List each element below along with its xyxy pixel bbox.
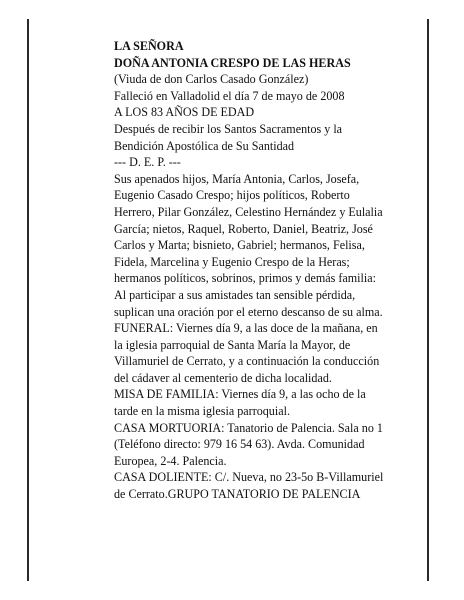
rip-line: --- D. E. P. ---: [114, 155, 181, 170]
funeral-home-line-1: CASA MORTUORIA: Tanatorio de Palencia. Sala no 1: [114, 420, 383, 435]
family-line-2: Eugenio Casado Crespo; hijos políticos, Roberto: [114, 188, 350, 203]
family-line-1: Sus apenados hijos, María Antonia, Carlos, Josefa,: [114, 171, 360, 186]
mourning-house-line-1: CASA DOLIENTE: C/. Nueva, no 23-5o B-Villamuriel: [114, 470, 384, 485]
funeral-line-2: la iglesia parroquial de Santa María la Mayor, de: [114, 337, 351, 352]
family-line-4: García; nietos, Raquel, Roberto, Daniel, Beatriz, José: [114, 221, 373, 236]
sacraments-line-2: Bendición Apostólica de Su Santidad: [114, 138, 295, 153]
mourning-house-line-2: de Cerrato.GRUPO TANATORIO DE PALENCIA: [114, 487, 361, 502]
death-place-date: Falleció en Valladolid el día 7 de mayo de 2008: [114, 88, 345, 103]
left-border-line: [27, 19, 29, 581]
funeral-line-4: del cádaver al cementerio de dicha localidad.: [114, 370, 332, 385]
family-line-6: Fidela, Marcelina y Eugenio Crespo de la Heras;: [114, 254, 350, 269]
widow-of: (Viuda de don Carlos Casado González): [114, 72, 309, 87]
family-line-7: hermanos políticos, sobrinos, primos y demás familia:: [114, 271, 376, 286]
funeral-line-1: FUNERAL: Viernes día 9, a las doce de la mañana, en: [114, 321, 378, 336]
obituary-notice: [114, 38, 414, 503]
family-line-3: Herrero, Pilar González, Celestino Hernández y Eulalia: [114, 204, 383, 219]
funeral-line-3: Villamuriel de Cerrato, y a continuación la conducción: [114, 354, 380, 369]
sacraments-line-1: Después de recibir los Santos Sacramentos y la: [114, 121, 343, 136]
family-line-5: Carlos y Marta; bisnieto, Gabriel; hermanos, Felisa,: [114, 238, 365, 253]
age-at-death: A LOS 83 AÑOS DE EDAD: [114, 105, 255, 120]
family-mass-line-1: MISA DE FAMILIA: Viernes día 9, a las ocho de la: [114, 387, 366, 402]
funeral-home-line-3: Europea, 2-4. Palencia.: [114, 453, 227, 468]
notice-title: LA SEÑORA: [114, 39, 184, 53]
family-mass-line-2: tarde en la misma iglesia parroquial.: [114, 404, 290, 419]
request-line-2: suplican una oración por el eterno descanso de su alma.: [114, 304, 383, 319]
request-line-1: Al participar a sus amistades tan sensible pérdida,: [114, 287, 356, 302]
right-border-line: [427, 19, 429, 581]
funeral-home-line-2: (Teléfono directo: 979 16 54 63). Avda. Comunidad: [114, 437, 365, 452]
deceased-name: DOÑA ANTONIA CRESPO DE LAS HERAS: [114, 55, 351, 70]
